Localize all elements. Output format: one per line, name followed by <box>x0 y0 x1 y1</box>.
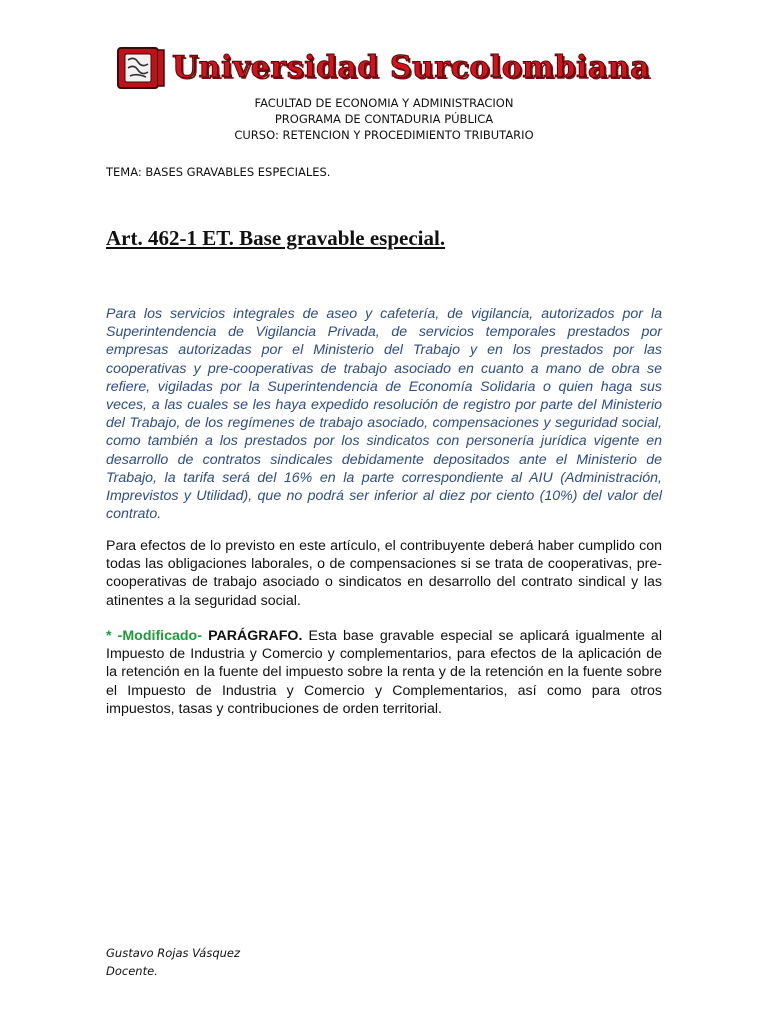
modified-label: * -Modificado- <box>106 628 202 644</box>
signature-name: Gustavo Rojas Vásquez <box>106 946 241 960</box>
article-title: Art. 462-1 ET. Base gravable especial. <box>106 226 446 250</box>
paragrafo-label: PARÁGRAFO. <box>208 628 303 644</box>
course-line: CURSO: RETENCION Y PROCEDIMIENTO TRIBUTARIO <box>234 128 534 142</box>
document-header <box>0 95 768 143</box>
signature-block <box>106 944 240 980</box>
paragraph-3-text: Esta base gravable especial se aplicará igualmente al Impuesto de Industria y Comercio y complementarios, para efectos de la aplicación de la retención en la fuente del impuesto sobre la renta y de la retención en la fuente sobre el Impuesto de Industria y Comercio y Complementarios, así como para otros impuestos, tasas y contribuciones de orden territorial. <box>106 628 662 717</box>
article-paragraph-3 <box>106 627 662 718</box>
topic-line: TEMA: BASES GRAVABLES ESPECIALES. <box>106 165 331 179</box>
university-logo-text: Universidad Surcolombiana <box>172 50 651 85</box>
faculty-line: FACULTAD DE ECONOMIA Y ADMINISTRACION <box>254 96 514 110</box>
university-crest-icon <box>116 46 166 90</box>
article-paragraph-1: Para los servicios integrales de aseo y cafetería, de vigilancia, autorizados por la Superintendencia de Vigilancia Privada, de servicios temporales prestados por empresas autorizadas por el Ministerio del Trabajo y en los prestados por las cooperativas y pre-cooperativas de trabajo asociado en cuanto a mano de obra se refiere, vigiladas por la Superintendencia de Economía Solidaria o quien haga sus veces, a las cuales se les haya expedido resolución de registro por parte del Ministerio del Trabajo, de los regímenes de trabajo asociado, compensaciones y seguridad social, como también a los prestados por los sindicatos con personería jurídica vigente en desarrollo de contratos sindicales debidamente depositados ante el Ministerio de Trabajo, la tarifa será del 16% en la parte correspondiente al AIU (Administración, Imprevistos y Utilidad), que no podrá ser inferior al diez por ciento (10%) del valor del contrato. <box>106 306 662 523</box>
program-line: PROGRAMA DE CONTADURIA PÚBLICA <box>274 112 494 126</box>
signature-role: Docente. <box>106 964 158 978</box>
university-logo <box>116 46 661 90</box>
article-paragraph-2: Para efectos de lo previsto en este artículo, el contribuyente deberá haber cumplido con todas las obligaciones laborales, o de compensaciones si se trata de cooperativas, pre-cooperativas de trabajo asociado o sindicatos en desarrollo del contrato sindical y las atinentes a la seguridad social. <box>106 538 662 609</box>
